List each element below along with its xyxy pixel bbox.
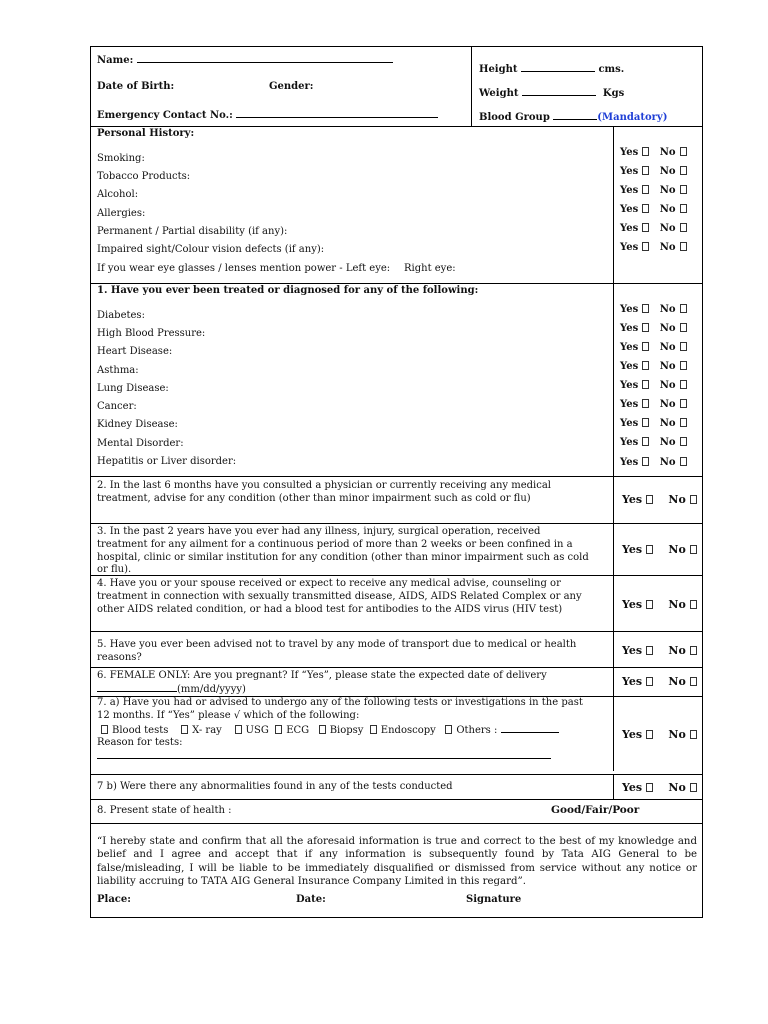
checkbox-icon	[646, 730, 653, 739]
checkbox-icon	[370, 725, 377, 734]
q1-item-cancer: Cancer:	[97, 401, 137, 412]
q7b-text: 7 b) Were there any abnormalities found in any of the tests conducted	[97, 781, 453, 792]
yes-option[interactable]: Yes	[620, 436, 649, 449]
others-field[interactable]	[501, 723, 559, 733]
checkbox-icon	[642, 242, 649, 251]
checkbox-icon	[690, 600, 697, 609]
checkbox-icon	[680, 399, 687, 408]
no-option[interactable]: No	[660, 417, 687, 430]
yes-no-allergies	[620, 203, 687, 216]
checkbox-icon	[680, 166, 687, 175]
height-label: Height cms.	[479, 64, 625, 75]
checkbox-icon	[646, 677, 653, 686]
yes-option[interactable]: Yes	[622, 728, 653, 741]
checkbox-icon	[690, 783, 697, 792]
yes-no-q2	[622, 493, 697, 506]
yes-no-diabetes	[620, 303, 687, 316]
weight-label: Weight Kgs	[479, 88, 625, 99]
yes-no-q5	[622, 644, 697, 657]
header-divider	[471, 47, 472, 126]
yes-no-q7a	[622, 728, 697, 741]
checkbox-icon	[642, 204, 649, 213]
no-option[interactable]: No	[660, 222, 687, 235]
no-option[interactable]: No	[660, 146, 687, 159]
yes-no-impaired-sight	[620, 241, 687, 254]
checkbox-icon	[680, 361, 687, 370]
no-option[interactable]: No	[668, 493, 696, 506]
checkbox-icon	[642, 304, 649, 313]
checkbox-icon	[101, 725, 108, 734]
checkbox-icon	[646, 545, 653, 554]
yes-option[interactable]: Yes	[620, 303, 649, 316]
checkbox-icon	[642, 380, 649, 389]
checkbox-icon	[642, 418, 649, 427]
checkbox-icon	[680, 457, 687, 466]
yes-option[interactable]: Yes	[622, 598, 653, 611]
name-field[interactable]	[137, 53, 393, 63]
q1-item-heart: Heart Disease:	[97, 346, 173, 357]
checkbox-icon	[680, 418, 687, 427]
checkbox-icon	[181, 725, 188, 734]
yes-option[interactable]: Yes	[620, 241, 649, 254]
no-option[interactable]: No	[660, 360, 687, 373]
yes-no-smoking	[620, 146, 687, 159]
yes-option[interactable]: Yes	[620, 456, 649, 469]
checkbox-icon	[680, 437, 687, 446]
no-option[interactable]: No	[660, 398, 687, 411]
height-field[interactable]	[521, 62, 595, 72]
q3-line2: treatment for any ailment for a continuous period of more than 2 weeks or been confined in a	[97, 539, 573, 550]
checkbox-icon	[680, 342, 687, 351]
q7a-line1: 7. a) Have you had or advised to undergo any of the following tests or investigations in the past	[97, 697, 583, 708]
no-option[interactable]: No	[660, 436, 687, 449]
checkbox-icon	[680, 304, 687, 313]
yes-option[interactable]: Yes	[622, 644, 653, 657]
no-option[interactable]: No	[668, 728, 696, 741]
q4-line2: treatment in connection with sexually transmitted disease, AIDS, AIDS Related Complex or any	[97, 591, 582, 602]
health-state-options[interactable]: Good/Fair/Poor	[551, 804, 640, 816]
yes-option[interactable]: Yes	[620, 417, 649, 430]
checkbox-icon	[642, 323, 649, 332]
dob-label: Date of Birth:	[97, 81, 175, 92]
emergency-contact-field[interactable]	[236, 108, 438, 118]
yes-option[interactable]: Yes	[620, 398, 649, 411]
checkbox-icon	[235, 725, 242, 734]
yes-option[interactable]: Yes	[620, 341, 649, 354]
q8-text: 8. Present state of health :	[97, 805, 232, 816]
yes-option[interactable]: Yes	[620, 146, 649, 159]
yes-option[interactable]: Yes	[620, 222, 649, 235]
q2-line2: treatment, advise for any condition (other than minor impairment such as cold or flu)	[97, 493, 531, 504]
ph-item-alcohol: Alcohol:	[97, 189, 139, 200]
q3-line4: or flu).	[97, 564, 132, 575]
q3-line1: 3. In the past 2 years have you ever had any illness, injury, surgical operation, received	[97, 526, 541, 537]
checkbox-icon	[642, 437, 649, 446]
q7a-tests-list	[101, 723, 559, 737]
test-blood[interactable]: Blood tests	[101, 725, 168, 736]
yes-no-cancer	[620, 398, 687, 411]
checkbox-icon	[690, 545, 697, 554]
reason-field[interactable]	[97, 758, 551, 759]
q3-line3: hospital, clinic or similar institution for any condition (other than minor impairment such as cold	[97, 552, 589, 563]
q1-item-hepatitis: Hepatitis or Liver disorder:	[97, 456, 237, 467]
no-option[interactable]: No	[660, 456, 687, 469]
mandatory-note: (Mandatory)	[597, 112, 668, 123]
test-endoscopy[interactable]: Endoscopy	[370, 725, 436, 736]
checkbox-icon	[642, 342, 649, 351]
test-others[interactable]: Others :	[445, 725, 497, 736]
no-option[interactable]: No	[668, 598, 696, 611]
yes-no-q3	[622, 543, 697, 556]
yes-no-blood-pressure	[620, 322, 687, 335]
checkbox-icon	[690, 495, 697, 504]
no-option[interactable]: No	[660, 322, 687, 335]
yes-option[interactable]: Yes	[622, 781, 653, 794]
signature-label: Signature	[466, 894, 522, 905]
checkbox-icon	[275, 725, 282, 734]
checkbox-icon	[642, 185, 649, 194]
q2-line1: 2. In the last 6 months have you consulted a physician or currently receiving any medical	[97, 480, 551, 491]
checkbox-icon	[642, 399, 649, 408]
checkbox-icon	[642, 166, 649, 175]
ph-item-disability: Permanent / Partial disability (if any):	[97, 226, 288, 237]
ph-eyeglass-left: If you wear eye glasses / lenses mention power - Left eye:	[97, 263, 391, 274]
checkbox-icon	[680, 204, 687, 213]
q5-line1: 5. Have you ever been advised not to travel by any mode of transport due to medical or health	[97, 639, 577, 650]
q1-item-kidney: Kidney Disease:	[97, 419, 178, 430]
q1-item-diabetes: Diabetes:	[97, 310, 145, 321]
yes-no-alcohol	[620, 184, 687, 197]
yes-option[interactable]: Yes	[622, 543, 653, 556]
checkbox-icon	[680, 242, 687, 251]
no-option[interactable]: No	[660, 203, 687, 216]
checkbox-icon	[642, 457, 649, 466]
checkbox-icon	[680, 380, 687, 389]
q5-line2: reasons?	[97, 652, 142, 663]
blood-group-field[interactable]	[553, 110, 597, 120]
personal-history-title: Personal History:	[97, 128, 195, 139]
checkbox-icon	[680, 185, 687, 194]
yes-no-kidney	[620, 417, 687, 430]
blood-group-label: Blood Group (Mandatory)	[479, 112, 668, 123]
q7a-reason-label: Reason for tests:	[97, 737, 183, 748]
yes-no-disability	[620, 222, 687, 235]
no-option[interactable]: No	[660, 184, 687, 197]
q1-item-blood-pressure: High Blood Pressure:	[97, 328, 206, 339]
q1-item-lung: Lung Disease:	[97, 383, 169, 394]
yes-option[interactable]: Yes	[620, 203, 649, 216]
date-label: Date:	[296, 894, 326, 905]
test-usg[interactable]: USG	[235, 725, 269, 736]
checkbox-icon	[690, 646, 697, 655]
q4-line1: 4. Have you or your spouse received or expect to receive any medical advise, counseling or	[97, 578, 561, 589]
q1-item-mental: Mental Disorder:	[97, 438, 184, 449]
yes-no-lung	[620, 379, 687, 392]
checkbox-icon	[680, 323, 687, 332]
no-option[interactable]: No	[668, 543, 696, 556]
no-option[interactable]: No	[660, 341, 687, 354]
no-option[interactable]: No	[660, 379, 687, 392]
no-option[interactable]: No	[668, 644, 696, 657]
health-declaration-form	[90, 46, 703, 918]
gender-label: Gender:	[269, 81, 314, 92]
yes-option[interactable]: Yes	[620, 165, 649, 178]
test-biopsy[interactable]: Biopsy	[319, 725, 364, 736]
yes-no-mental	[620, 436, 687, 449]
q6-line2: (mm/dd/yyyy)	[97, 682, 246, 696]
checkbox-icon	[642, 223, 649, 232]
checkbox-icon	[680, 223, 687, 232]
checkbox-icon	[646, 495, 653, 504]
declaration-text: “I hereby state and confirm that all the aforesaid information is true and correct to the best of my knowledge and belief and I agree and accept that if any information is subsequently found by Tata AIG General to be false/misleading, I will be liable to be immediately disqualified or dismissed from service without any notice or liability accruing to TATA AIG General Insurance Company Limited in this regard”.	[97, 836, 697, 887]
checkbox-icon	[646, 646, 653, 655]
yes-option[interactable]: Yes	[620, 360, 649, 373]
checkbox-icon	[646, 600, 653, 609]
checkbox-icon	[445, 725, 452, 734]
yes-no-q4	[622, 598, 697, 611]
checkbox-icon	[690, 677, 697, 686]
no-option[interactable]: No	[668, 781, 696, 794]
name-label: Name:	[97, 53, 393, 67]
yes-option[interactable]: Yes	[620, 379, 649, 392]
yes-no-asthma	[620, 360, 687, 373]
test-ecg[interactable]: ECG	[275, 725, 309, 736]
yes-option[interactable]: Yes	[622, 493, 653, 506]
q7a-line2: 12 months. If “Yes” please √ which of the following:	[97, 710, 360, 721]
weight-field[interactable]	[522, 86, 596, 96]
q6-line1: 6. FEMALE ONLY: Are you pregnant? If “Yes”, please state the expected date of delivery	[97, 670, 547, 681]
yes-no-heart	[620, 341, 687, 354]
no-option[interactable]: No	[660, 241, 687, 254]
no-option[interactable]: No	[660, 165, 687, 178]
ph-item-tobacco: Tobacco Products:	[97, 171, 191, 182]
no-option[interactable]: No	[660, 303, 687, 316]
checkbox-icon	[646, 783, 653, 792]
ph-item-impaired-sight: Impaired sight/Colour vision defects (if any):	[97, 244, 325, 255]
checkbox-icon	[680, 147, 687, 156]
test-xray[interactable]: X- ray	[181, 725, 222, 736]
answer-column-divider	[613, 126, 614, 771]
q1-item-asthma: Asthma:	[97, 365, 139, 376]
delivery-date-field[interactable]	[97, 682, 177, 692]
ph-item-allergies: Allergies:	[97, 208, 146, 219]
ph-item-smoking: Smoking:	[97, 153, 145, 164]
yes-no-tobacco	[620, 165, 687, 178]
q1-title: 1. Have you ever been treated or diagnosed for any of the following:	[97, 285, 479, 296]
yes-option[interactable]: Yes	[620, 184, 649, 197]
checkbox-icon	[690, 730, 697, 739]
ph-eyeglass-right: Right eye:	[404, 263, 456, 274]
checkbox-icon	[642, 361, 649, 370]
checkbox-icon	[319, 725, 326, 734]
yes-no-q6	[622, 675, 697, 688]
yes-no-hepatitis	[620, 456, 687, 469]
place-label: Place:	[97, 894, 131, 905]
yes-option[interactable]: Yes	[622, 675, 653, 688]
yes-option[interactable]: Yes	[620, 322, 649, 335]
no-option[interactable]: No	[668, 675, 696, 688]
yes-no-q7b	[622, 781, 697, 794]
q4-line3: other AIDS related condition, or had a blood test for antibodies to the AIDS virus (HIV test)	[97, 604, 563, 615]
emergency-contact-label: Emergency Contact No.:	[97, 108, 438, 122]
checkbox-icon	[642, 147, 649, 156]
